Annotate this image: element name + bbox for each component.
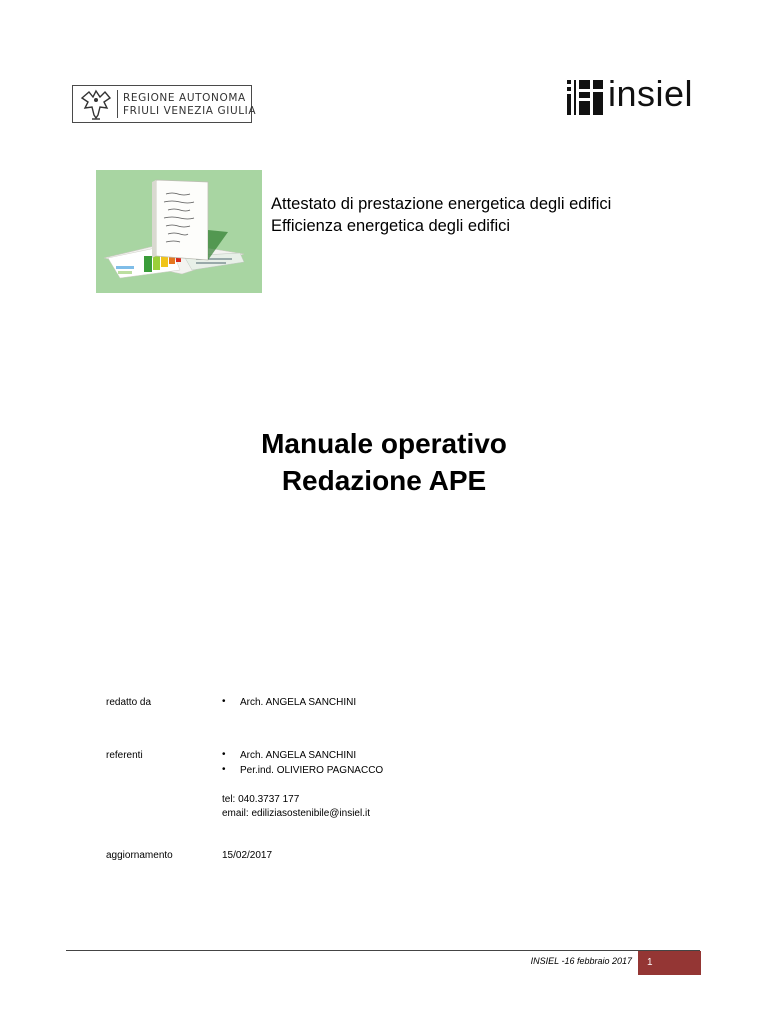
document-title xyxy=(0,425,768,499)
referenti-label: referenti xyxy=(106,750,143,761)
eagle-emblem-icon xyxy=(79,88,113,122)
insiel-mark-icon xyxy=(566,78,606,118)
page-number-badge xyxy=(638,951,701,975)
footer-divider xyxy=(66,950,700,951)
title-line-2: Redazione APE xyxy=(281,465,487,496)
subject-headings xyxy=(271,193,611,237)
manual-booklet-image xyxy=(96,170,262,293)
author-name: Arch. ANGELA SANCHINI xyxy=(240,697,357,708)
aggiornamento-label: aggiornamento xyxy=(106,850,173,861)
title-line-1: Manuale operativo xyxy=(261,428,507,459)
subject-line-2: Efficienza energetica degli edifici xyxy=(271,217,511,235)
contact-email[interactable]: email: ediliziasostenibile@insiel.it xyxy=(222,808,370,819)
redatto-da-label: redatto da xyxy=(106,697,152,708)
page-number: 1 xyxy=(647,957,653,968)
regione-logo-line1: REGIONE AUTONOMA xyxy=(123,92,246,104)
subject-line-1: Attestato di prestazione energetica degli edifici xyxy=(271,195,612,213)
regione-logo-line2: FRIULI VENEZIA GIULIA xyxy=(123,105,257,117)
insiel-wordmark: insiel xyxy=(608,73,694,114)
contact-tel: tel: 040.3737 177 xyxy=(222,794,300,805)
regione-fvg-logo xyxy=(72,85,257,123)
bullet-icon: • xyxy=(222,696,226,707)
footer-text: INSIEL -16 febbraio 2017 xyxy=(530,956,632,966)
update-date: 15/02/2017 xyxy=(222,850,273,861)
bullet-icon: • xyxy=(222,764,226,775)
cover-illustration xyxy=(96,170,262,293)
bullet-icon: • xyxy=(222,749,226,760)
insiel-logo xyxy=(566,73,711,120)
referente-2: Per.ind. OLIVIERO PAGNACCO xyxy=(240,765,384,776)
referente-1: Arch. ANGELA SANCHINI xyxy=(240,750,357,761)
